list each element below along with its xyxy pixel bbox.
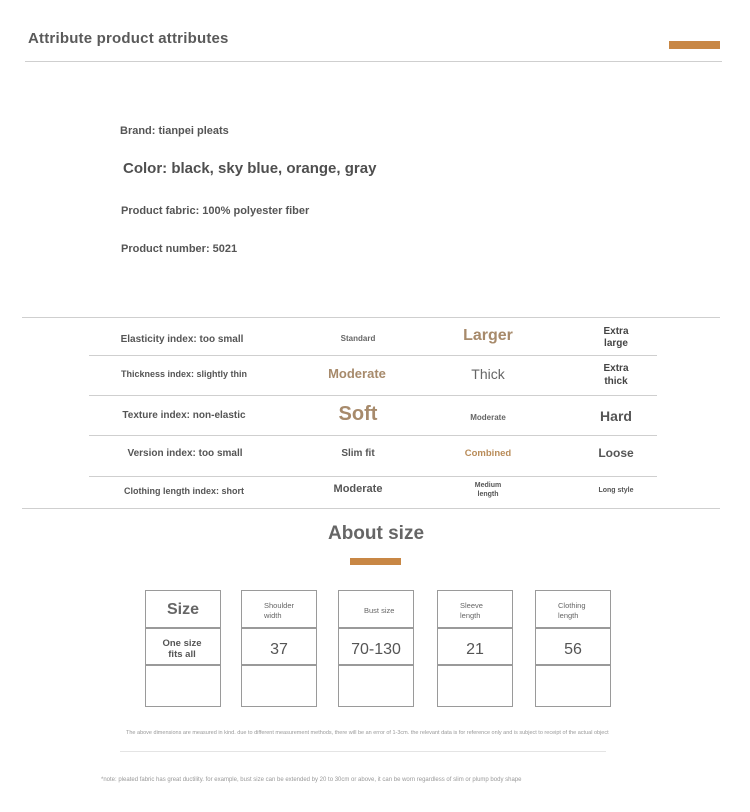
notes-divider [120, 751, 606, 752]
elasticity-index-label: Elasticity index: too small [120, 334, 244, 345]
sleeve-length-header: Sleeve length [460, 601, 483, 620]
index-row-divider [89, 355, 657, 356]
length-long-style: Long style [598, 487, 634, 494]
version-combined: Combined [464, 448, 512, 459]
index-table-bottom-rule [22, 508, 720, 509]
length-medium: Medium length [474, 482, 502, 498]
thickness-thick: Thick [471, 366, 505, 382]
size-column-shoulder-width [241, 590, 317, 707]
size-column-clothing-length [535, 590, 611, 707]
thickness-extra-thick: Extra thick [603, 363, 629, 387]
size-title-accent-bar [350, 558, 401, 565]
thickness-index-label: Thickness index: slightly thin [120, 369, 248, 379]
texture-hard: Hard [600, 408, 632, 424]
fabric-note: *note: pleated fabric has great ductility. for example, bust size can be extended by 20 to 30cm or above, it can be worn regardless of slim or plump body shape [101, 777, 522, 783]
clothing-length-header: Clothing length [558, 601, 586, 620]
thickness-moderate: Moderate [328, 366, 386, 381]
length-moderate: Moderate [333, 483, 383, 495]
shoulder-width-value: 37 [270, 641, 288, 658]
index-row-divider [89, 395, 657, 396]
texture-moderate: Moderate [470, 413, 506, 422]
elasticity-larger: Larger [463, 327, 513, 344]
texture-soft: Soft [338, 403, 378, 425]
elasticity-extra-large: Extra large [603, 326, 629, 349]
brand-text: Brand: tianpei pleats [120, 125, 229, 137]
version-index-label: Version index: too small [127, 448, 243, 459]
index-row-divider [89, 476, 657, 477]
clothing-length-value: 56 [564, 641, 582, 658]
texture-index-label: Texture index: non-elastic [122, 410, 246, 421]
fabric-text: Product fabric: 100% polyester fiber [121, 205, 310, 217]
version-loose: Loose [598, 446, 634, 460]
accent-bar [669, 41, 720, 49]
size-column-value: One size fits all [162, 638, 202, 660]
index-table-top-rule [22, 317, 720, 318]
measurement-disclaimer: The above dimensions are measured in kind. due to different measurement methods, there will be an error of 1-3cm. the relevant data is for reference only and is subject to receipt of the actual object [126, 730, 609, 736]
size-column-bust-size [338, 590, 414, 707]
color-text: Color: black, sky blue, orange, gray [123, 160, 377, 177]
size-column-sleeve-length [437, 590, 513, 707]
header-divider [25, 61, 722, 62]
elasticity-standard: Standard [340, 334, 376, 343]
bust-size-value: 70-130 [351, 641, 401, 658]
size-column-size [145, 590, 221, 707]
product-number-text: Product number: 5021 [121, 243, 238, 255]
sleeve-length-value: 21 [466, 641, 484, 658]
bust-size-header: Bust size [364, 606, 395, 615]
index-row-divider [89, 435, 657, 436]
shoulder-width-header: Shoulder width [264, 601, 295, 620]
size-section-title: About size [327, 523, 425, 544]
size-column-header: Size [166, 601, 199, 618]
length-index-label: Clothing length index: short [124, 486, 244, 496]
version-slim-fit: Slim fit [341, 448, 375, 459]
page-title: Attribute product attributes [28, 30, 229, 47]
